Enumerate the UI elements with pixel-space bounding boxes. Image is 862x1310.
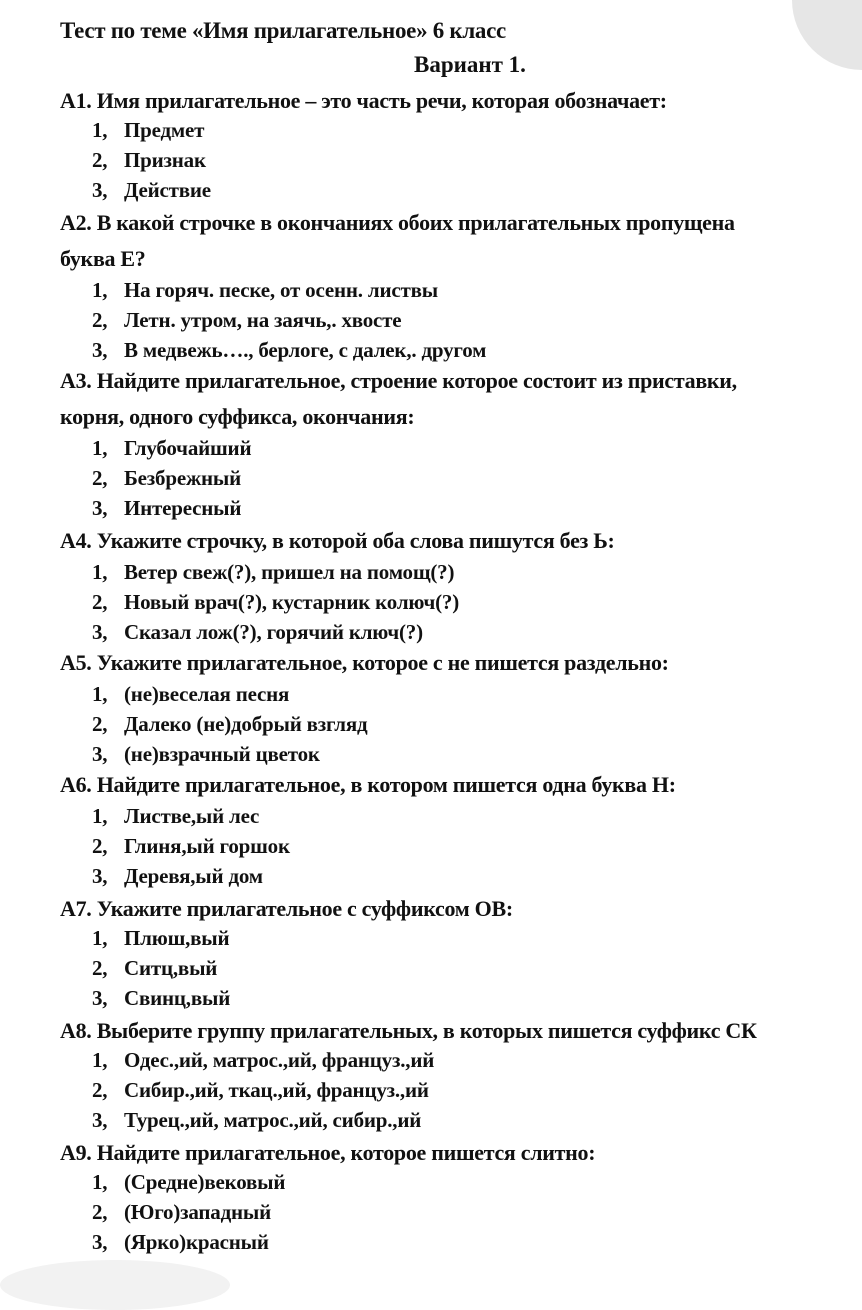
question-a3: А3. Найдите прилагательное, строение которое состоит из приставки, xyxy=(60,368,737,393)
option-a9-1: 1, (Средне)вековый xyxy=(92,1170,286,1194)
option-a3-1: 1, Глубочайший xyxy=(92,436,252,460)
question-a7: А7. Укажите прилагательное с суффиксом ОВ: xyxy=(60,896,513,921)
option-a5-1: 1, (не)веселая песня xyxy=(92,682,290,706)
page-title: Тест по теме «Имя прилагательное» 6 класс xyxy=(60,18,506,43)
question-a3-cont: корня, одного суффикса, окончания: xyxy=(60,404,415,429)
question-a2-cont: буква Е? xyxy=(60,246,146,271)
question-a8: А8. Выберите группу прилагательных, в которых пишется суффикс СК xyxy=(60,1018,757,1043)
question-a6: А6. Найдите прилагательное, в котором пишется одна буква Н: xyxy=(60,772,676,797)
option-a8-2: 2, Сибир.,ий, ткац.,ий, француз.,ий xyxy=(92,1078,429,1102)
option-a3-2: 2, Безбрежный xyxy=(92,466,241,490)
option-a1-2: 2, Признак xyxy=(92,148,206,172)
option-a7-2: 2, Ситц,вый xyxy=(92,956,218,980)
question-a4: А4. Укажите строчку, в которой оба слова пишутся без Ь: xyxy=(60,528,615,553)
variant-label: Вариант 1. xyxy=(414,52,526,77)
option-a6-1: 1, Листве,ый лес xyxy=(92,804,260,828)
option-a2-2: 2, Летн. утром, на заячь,. хвосте xyxy=(92,308,402,332)
question-a2: А2. В какой строчке в окончаниях обоих прилагательных пропущена xyxy=(60,210,735,235)
option-a4-3: 3, Сказал лож(?), горячий ключ(?) xyxy=(92,620,423,644)
question-a5: А5. Укажите прилагательное, которое с не пишется раздельно: xyxy=(60,650,669,675)
option-a8-3: 3, Турец.,ий, матрос.,ий, сибир.,ий xyxy=(92,1108,422,1132)
option-a5-2: 2, Далеко (не)добрый взгляд xyxy=(92,712,368,736)
option-a3-3: 3, Интересный xyxy=(92,496,242,520)
option-a1-3: 3, Действие xyxy=(92,178,211,202)
option-a1-1: 1, Предмет xyxy=(92,118,205,142)
option-a2-1: 1, На горяч. песке, от осенн. листвы xyxy=(92,278,438,302)
option-a4-2: 2, Новый врач(?), кустарник колюч(?) xyxy=(92,590,459,614)
option-a8-1: 1, Одес.,ий, матрос.,ий, француз.,ий xyxy=(92,1048,435,1072)
option-a5-3: 3, (не)взрачный цветок xyxy=(92,742,320,766)
option-a9-3: 3, (Ярко)красный xyxy=(92,1230,269,1254)
option-a7-3: 3, Свинц,вый xyxy=(92,986,231,1010)
option-a6-3: 3, Деревя,ый дом xyxy=(92,864,263,888)
question-a9: А9. Найдите прилагательное, которое пишется слитно: xyxy=(60,1140,596,1165)
option-a6-2: 2, Глиня,ый горшок xyxy=(92,834,290,858)
option-a2-3: 3, В медвежь…., берлоге, с далек,. другом xyxy=(92,338,487,362)
option-a4-1: 1, Ветер свеж(?), пришел на помощ(?) xyxy=(92,560,455,584)
option-a7-1: 1, Плюш,вый xyxy=(92,926,230,950)
option-a9-2: 2, (Юго)западный xyxy=(92,1200,272,1224)
question-a1: А1. Имя прилагательное – это часть речи, которая обозначает: xyxy=(60,88,667,113)
